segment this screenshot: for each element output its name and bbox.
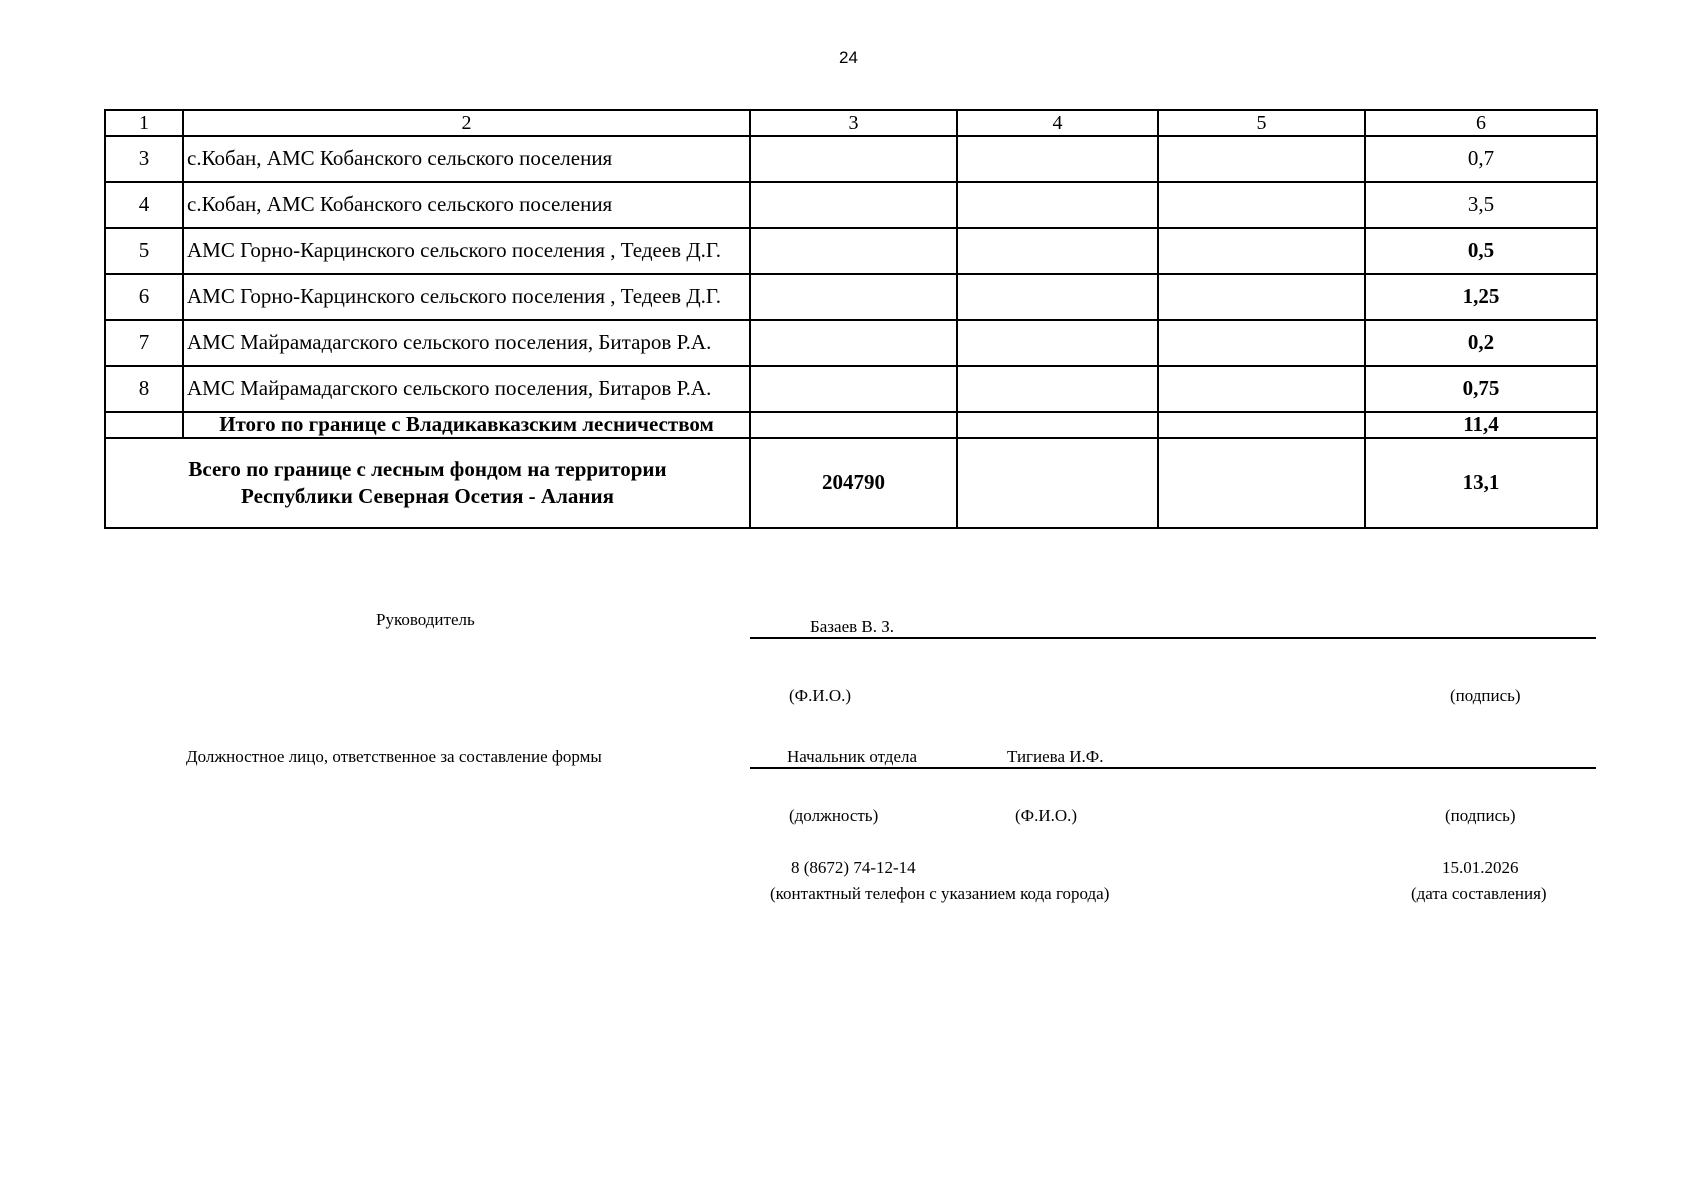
row-name: с.Кобан, АМС Кобанского сельского поселения <box>183 136 750 182</box>
subtotal-number-cell <box>105 412 183 438</box>
table-row <box>105 228 1597 274</box>
subtotal-col5 <box>1158 412 1365 438</box>
row-col6: 0,75 <box>1365 366 1597 412</box>
table-row <box>105 366 1597 412</box>
row-col5 <box>1158 136 1365 182</box>
row-number: 4 <box>105 182 183 228</box>
fio-caption-2: (Ф.И.О.) <box>1015 806 1078 825</box>
row-number: 5 <box>105 228 183 274</box>
row-name: АМС Майрамадагского сельского поселения, Битаров Р.А. <box>183 366 750 412</box>
row-col6: 0,7 <box>1365 136 1597 182</box>
head-label: Руководитель <box>376 610 475 629</box>
row-name: АМС Майрамадагского сельского поселения, Битаров Р.А. <box>183 320 750 366</box>
row-col6: 3,5 <box>1365 182 1597 228</box>
table-row <box>105 136 1597 182</box>
row-col3 <box>750 136 957 182</box>
row-col4 <box>957 320 1158 366</box>
table-row <box>105 320 1597 366</box>
total-label <box>105 438 750 528</box>
page-number: 24 <box>839 48 858 67</box>
row-col5 <box>1158 274 1365 320</box>
row-col3 <box>750 320 957 366</box>
row-col4 <box>957 182 1158 228</box>
subtotal-col3 <box>750 412 957 438</box>
column-header: 6 <box>1365 110 1597 136</box>
row-number: 3 <box>105 136 183 182</box>
row-col3 <box>750 274 957 320</box>
official-name: Тигиева И.Ф. <box>1007 747 1104 766</box>
row-name: с.Кобан, АМС Кобанского сельского поселения <box>183 182 750 228</box>
row-col3 <box>750 228 957 274</box>
subtotal-row <box>105 412 1597 438</box>
total-label-line2: Республики Северная Осетия - Алания <box>241 484 614 508</box>
row-col3 <box>750 182 957 228</box>
row-col6: 0,5 <box>1365 228 1597 274</box>
table-row <box>105 182 1597 228</box>
table-row <box>105 274 1597 320</box>
head-name: Базаев В. З. <box>810 617 894 636</box>
fio-caption: (Ф.И.О.) <box>789 686 852 705</box>
phone-caption: (контактный телефон с указанием кода города) <box>770 884 1110 903</box>
head-signature-line <box>750 637 1596 639</box>
row-number: 8 <box>105 366 183 412</box>
signature-caption-2: (подпись) <box>1445 806 1516 825</box>
column-header: 3 <box>750 110 957 136</box>
border-length-table <box>104 109 1598 529</box>
date-value: 15.01.2026 <box>1442 858 1519 877</box>
official-position: Начальник отдела <box>787 747 918 766</box>
row-col6: 0,2 <box>1365 320 1597 366</box>
signature-caption: (подпись) <box>1450 686 1521 705</box>
position-caption: (должность) <box>789 806 879 825</box>
subtotal-value: 11,4 <box>1365 412 1597 438</box>
column-header: 2 <box>183 110 750 136</box>
row-col4 <box>957 366 1158 412</box>
table-header-row <box>105 110 1597 136</box>
row-col5 <box>1158 366 1365 412</box>
official-label: Должностное лицо, ответственное за составление формы <box>186 747 602 766</box>
column-header: 1 <box>105 110 183 136</box>
row-col5 <box>1158 182 1365 228</box>
total-label-line1: Всего по границе с лесным фондом на территории <box>188 456 667 481</box>
column-header: 4 <box>957 110 1158 136</box>
subtotal-label: Итого по границе с Владикавказским лесничеством <box>183 412 750 438</box>
total-col3: 204790 <box>750 438 957 528</box>
total-col5 <box>1158 438 1365 528</box>
row-number: 6 <box>105 274 183 320</box>
row-col6: 1,25 <box>1365 274 1597 320</box>
column-header: 5 <box>1158 110 1365 136</box>
row-col3 <box>750 366 957 412</box>
row-col4 <box>957 274 1158 320</box>
row-name: АМС Горно-Карцинского сельского поселения , Тедеев Д.Г. <box>183 274 750 320</box>
subtotal-col4 <box>957 412 1158 438</box>
total-col4 <box>957 438 1158 528</box>
total-value: 13,1 <box>1365 438 1597 528</box>
row-number: 7 <box>105 320 183 366</box>
total-row <box>105 438 1597 528</box>
row-col4 <box>957 136 1158 182</box>
row-col5 <box>1158 228 1365 274</box>
row-name: АМС Горно-Карцинского сельского поселения , Тедеев Д.Г. <box>183 228 750 274</box>
phone-number: 8 (8672) 74-12-14 <box>791 858 916 877</box>
official-signature-line <box>750 767 1596 769</box>
row-col4 <box>957 228 1158 274</box>
date-caption: (дата составления) <box>1411 884 1547 903</box>
row-col5 <box>1158 320 1365 366</box>
